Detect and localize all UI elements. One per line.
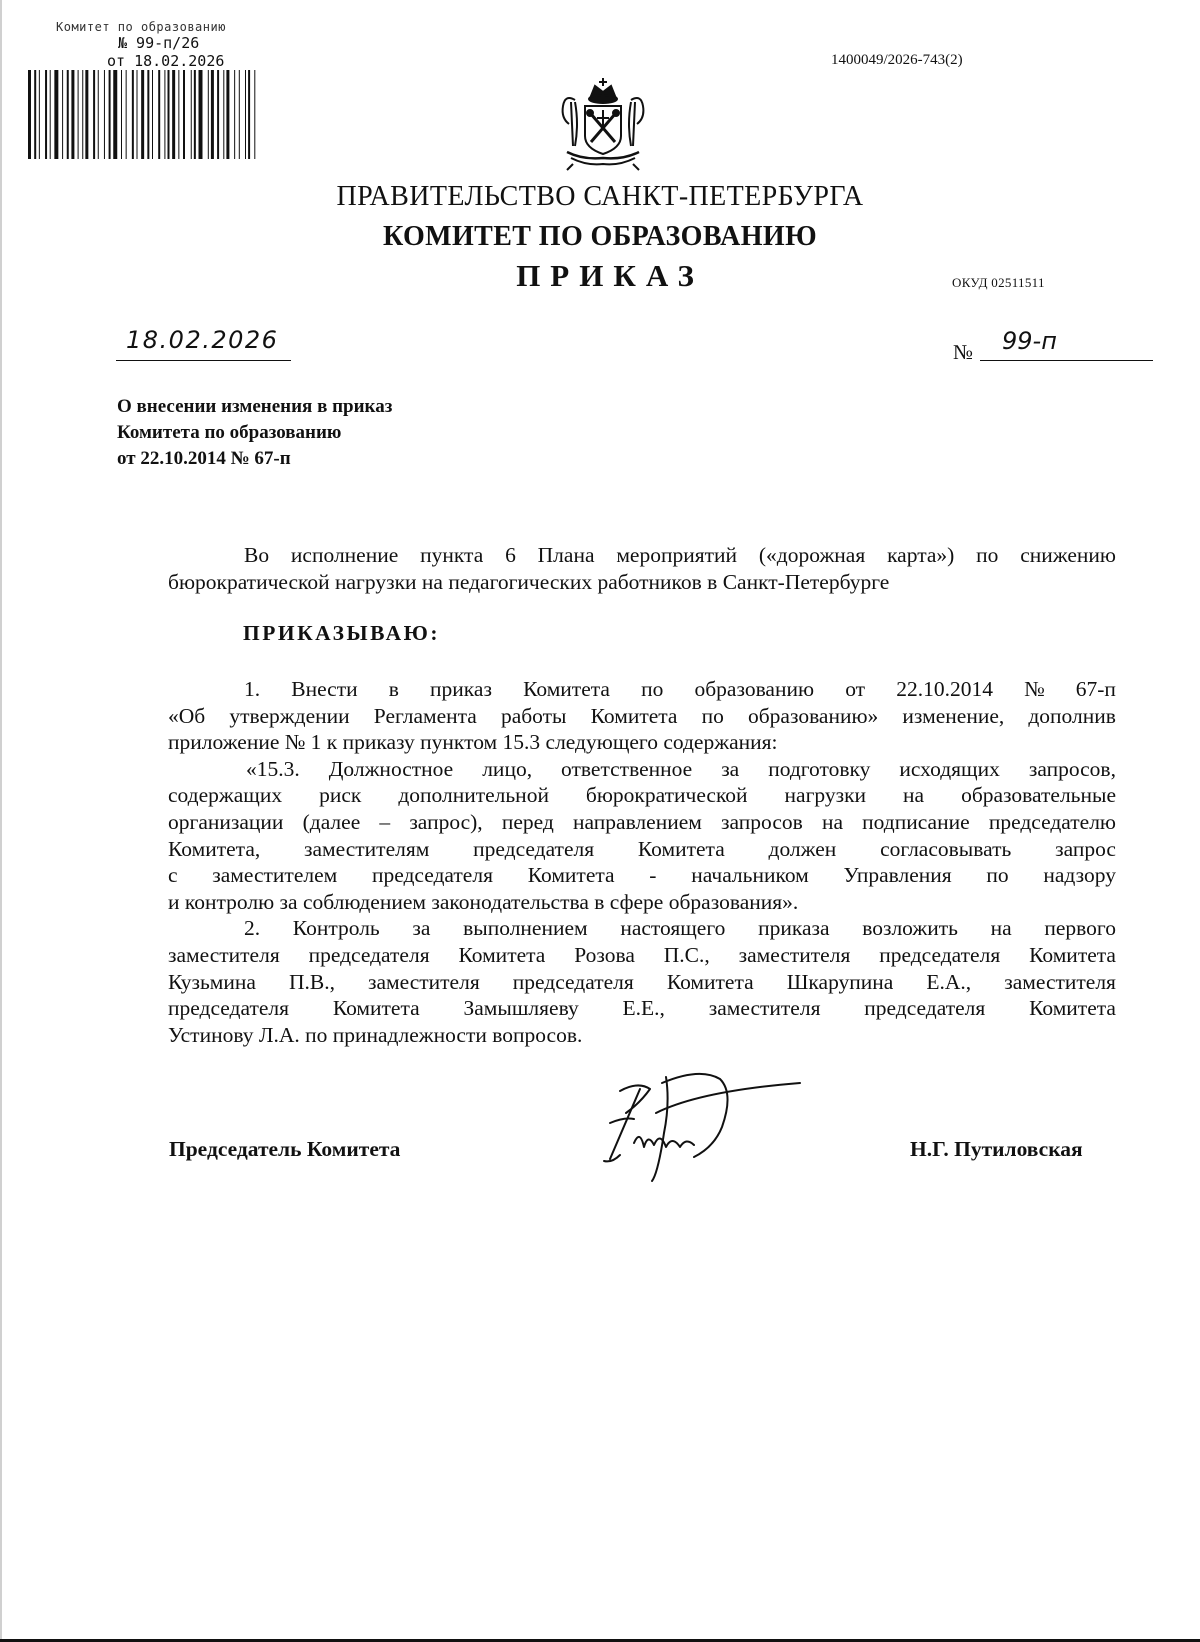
body-line: «Об утверждении Регламента работы Комитета по образованию» изменение, дополнив [168, 703, 1116, 728]
body-line: «15.3. Должностное лицо, ответственное за подготовку исходящих запросов, [246, 756, 1116, 781]
body-line: и контролю за соблюдением законодательства в сфере образования». [168, 889, 799, 914]
body-line: 1. Внести в приказ Комитета по образованию от 22.10.2014 № 67-п [244, 677, 1116, 701]
handwritten-signature [590, 1063, 830, 1193]
stamp-number: № 99-п/26 [118, 34, 200, 52]
subject-line: О внесении изменения в приказ [117, 396, 393, 417]
government-title: ПРАВИТЕЛЬСТВО САНКТ-ПЕТЕРБУРГА [336, 181, 864, 212]
subject-line: Комитета по образованию [117, 422, 342, 443]
body-line: с заместителем председателя Комитета - начальником Управления по надзору [168, 863, 1116, 888]
order-number-field [980, 327, 1153, 361]
order-date-field [116, 328, 291, 361]
okud-code: ОКУД 02511511 [952, 275, 1045, 290]
order-date: 18.02.2026 [126, 326, 279, 354]
stamp-organization: Комитет по образованию [56, 20, 226, 34]
signatory-name: Н.Г. Путиловская [910, 1137, 1083, 1161]
order-body [168, 676, 1116, 1048]
document-reference: 1400049/2026-743(2) [831, 52, 963, 68]
body-line: председателя Комитета Замышляеву Е.Е., заместителя председателя Комитета [168, 996, 1116, 1021]
signatory-title: Председатель Комитета [169, 1137, 401, 1161]
committee-title: КОМИТЕТ ПО ОБРАЗОВАНИЮ [382, 221, 818, 252]
body-line: приложение № 1 к приказу пунктом 15.3 следующего содержания: [168, 730, 778, 755]
body-line: организации (далее – запрос), перед направлением запросов на подписание председателю [168, 809, 1116, 834]
subject-line: от 22.10.2014 № 67-п [117, 448, 291, 469]
order-subject [117, 394, 537, 472]
coat-of-arms-emblem [553, 74, 653, 172]
body-line: Комитета, заместителям председателя Комитета должен согласовывать запрос [168, 836, 1116, 861]
number-sign: № [953, 340, 974, 364]
preamble [168, 542, 1116, 595]
order-directive: ПРИКАЗЫВАЮ: [243, 621, 441, 645]
body-line: Устинову Л.А. по принадлежности вопросов. [168, 1022, 583, 1047]
preamble-line: Во исполнение пункта 6 Плана мероприятий («дорожная карта») по снижению [244, 543, 1116, 567]
order-title: ПРИКАЗ [516, 258, 704, 293]
body-line: содержащих риск дополнительной бюрократической нагрузки на образовательные [168, 783, 1116, 808]
body-line: Кузьмина П.В., заместителя председателя Комитета Шкарупина Е.А., заместителя [168, 969, 1116, 994]
stamp-date: от 18.02.2026 [107, 52, 225, 70]
body-line: 2. Контроль за выполнением настоящего приказа возложить на первого [244, 916, 1116, 941]
order-number: 99-п [1002, 327, 1057, 355]
body-line: заместителя председателя Комитета Розова П.С., заместителя председателя Комитета [168, 942, 1116, 967]
preamble-line: бюрократической нагрузки на педагогических работников в Санкт-Петербурге [168, 569, 890, 594]
barcode [28, 70, 293, 159]
